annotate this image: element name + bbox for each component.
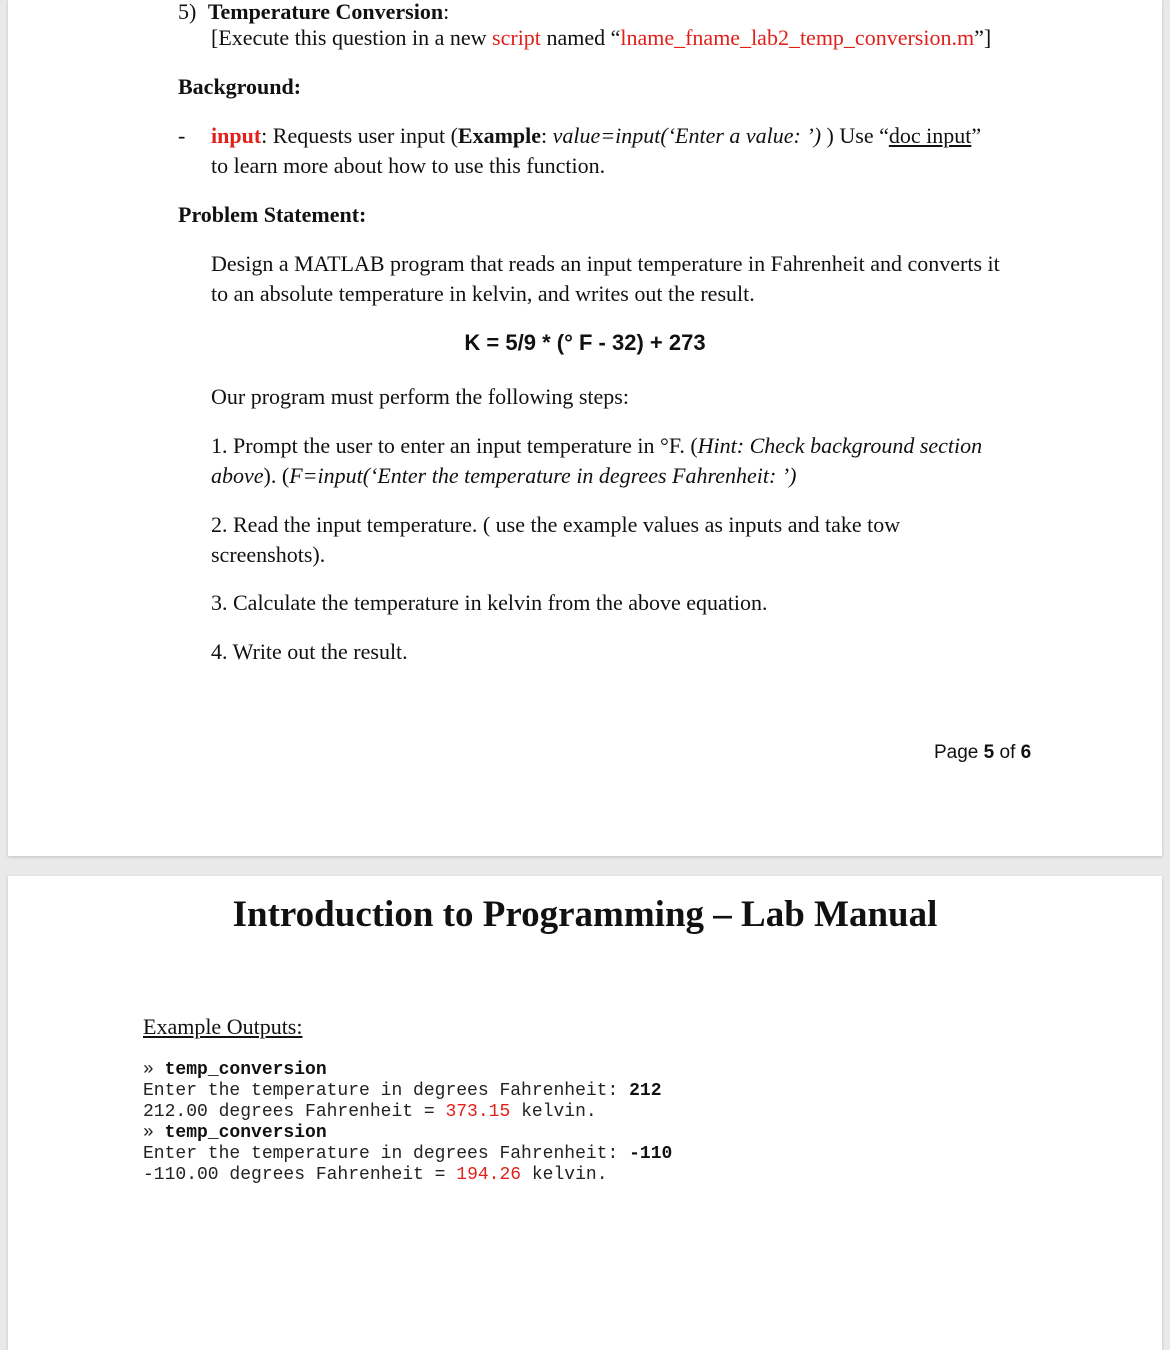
- input-keyword: input: [211, 123, 262, 148]
- background-bullet-dash: -: [178, 123, 186, 148]
- step-1-text: 1. Prompt the user to enter an input temperature in °F. (: [211, 433, 698, 458]
- console-prompt: »: [143, 1123, 165, 1143]
- console-ask: Enter the temperature in degrees Fahrenheit:: [143, 1081, 630, 1101]
- console-command: temp_conversion: [164, 1123, 327, 1143]
- console-prompt: »: [143, 1060, 165, 1080]
- console-result-value-2: 194.26: [456, 1165, 522, 1185]
- example-code: value=input(‘Enter a value: ’): [552, 123, 822, 148]
- console-input-1: 212: [629, 1081, 662, 1101]
- problem-heading: Problem Statement:: [178, 202, 367, 227]
- step-1-code: F=input(‘Enter the temperature in degrees Fahrenheit: ’): [289, 463, 797, 488]
- page-header-title: Introduction to Programming – Lab Manual: [232, 894, 938, 935]
- steps-intro: Our program must perform the following steps:: [211, 384, 629, 409]
- console-line-prompt-1: [143, 1081, 672, 1102]
- console-line-result-2: [143, 1165, 672, 1186]
- example-outputs-heading: Example Outputs:: [143, 1014, 303, 1039]
- console-result-prefix-2: -110.00 degrees Fahrenheit =: [143, 1165, 457, 1185]
- step-4: 4. Write out the result.: [211, 639, 408, 664]
- section-title: Temperature Conversion: [207, 0, 444, 24]
- background-text: : Requests user input (: [261, 123, 458, 148]
- console-command: temp_conversion: [164, 1060, 327, 1080]
- example-colon: :: [541, 123, 553, 148]
- background-heading: Background:: [178, 74, 302, 99]
- console-line-prompt-2: [143, 1144, 672, 1165]
- instruction-close: ”]: [974, 25, 992, 50]
- step-1-line-1: [211, 431, 982, 461]
- console-result-prefix-1: 212.00 degrees Fahrenheit =: [143, 1102, 446, 1122]
- step-1-text-2: ). (: [263, 463, 290, 488]
- console-line-result-1: [143, 1102, 672, 1123]
- step-1-hint-end: above: [211, 463, 264, 488]
- background-bullet-line1: [211, 121, 981, 151]
- console-output: [143, 1060, 672, 1186]
- console-line-command-2: [143, 1123, 672, 1144]
- console-result-suffix-2: kelvin.: [521, 1165, 608, 1185]
- step-3: 3. Calculate the temperature in kelvin from the above equation.: [211, 590, 768, 615]
- background-bullet-line2: to learn more about how to use this function.: [211, 153, 606, 178]
- step-1-hint: Hint: Check background section: [697, 433, 983, 458]
- step-2-line-2: screenshots).: [211, 542, 326, 567]
- console-result-value-1: 373.15: [445, 1102, 511, 1122]
- page-number: [934, 740, 1031, 766]
- instruction-text: [Execute this question in a new: [211, 25, 493, 50]
- document-page-6: [8, 876, 1162, 1350]
- console-input-2: -110: [629, 1144, 673, 1164]
- page-word: Page: [934, 742, 984, 763]
- section-number: 5): [178, 0, 197, 24]
- instruction-script-word: script: [492, 25, 541, 50]
- example-label: Example: [457, 123, 542, 148]
- background-text-2: ) Use “: [821, 123, 889, 148]
- problem-line-1: Design a MATLAB program that reads an input temperature in Fahrenheit and converts it: [211, 251, 1000, 276]
- doc-input-link[interactable]: doc input: [888, 123, 972, 148]
- console-result-suffix-1: kelvin.: [510, 1102, 597, 1122]
- current-page: 5: [983, 742, 995, 763]
- section-instruction: [211, 23, 991, 53]
- background-text-3: ”: [971, 123, 982, 148]
- problem-line-2: to an absolute temperature in kelvin, and writes out the result.: [211, 281, 755, 306]
- total-pages: 6: [1020, 742, 1032, 763]
- console-ask: Enter the temperature in degrees Fahrenheit:: [143, 1144, 630, 1164]
- instruction-filename: lname_fname_lab2_temp_conversion.m: [620, 25, 975, 50]
- document-page-5: [8, 0, 1162, 856]
- section-title-colon: :: [443, 0, 450, 24]
- instruction-named-text: named “: [540, 25, 621, 50]
- console-line-command-1: [143, 1060, 672, 1081]
- step-2-line-1: 2. Read the input temperature. ( use the example values as inputs and take tow: [211, 512, 901, 537]
- conversion-equation: K = 5/9 * (° F - 32) + 273: [464, 330, 706, 355]
- of-word: of: [994, 742, 1021, 763]
- step-1-line-2: [211, 461, 796, 491]
